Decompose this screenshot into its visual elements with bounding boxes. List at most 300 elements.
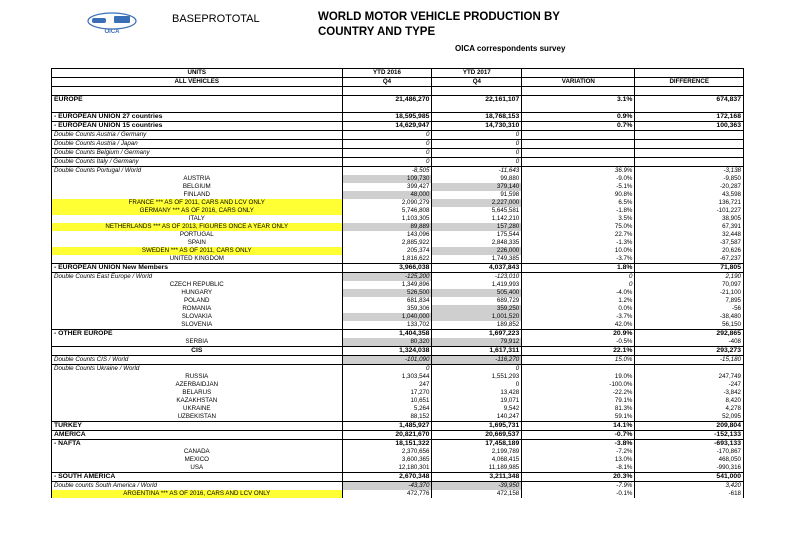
ytd2017-value: 18,768,153 <box>432 113 522 122</box>
table-row <box>52 356 744 365</box>
variation-value: 1.2% <box>522 297 635 305</box>
variation-value: -3.7% <box>522 313 635 321</box>
ytd2016-value: 21,486,270 <box>342 96 432 105</box>
row-label: Double Counts Portugal / World <box>52 167 343 176</box>
table-row <box>52 281 744 289</box>
ytd2016-value: 0 <box>342 365 432 374</box>
difference-value: 70,097 <box>635 281 744 289</box>
ytd2017-value: 157,280 <box>432 223 522 231</box>
variation-value: -4.0% <box>522 289 635 297</box>
ytd2017-value: 0 <box>432 381 522 389</box>
ytd2016-value: 0 <box>342 158 432 167</box>
variation-value: 3.1% <box>522 96 635 105</box>
ytd2016-value: 359,306 <box>342 305 432 313</box>
variation-value: 0.7% <box>522 122 635 131</box>
variation-value: 90.8% <box>522 191 635 199</box>
ytd2017-value: 0 <box>432 149 522 158</box>
table-row <box>52 338 744 347</box>
variation-value <box>522 104 635 113</box>
table-row <box>52 422 744 431</box>
variation-value: 0.0% <box>522 305 635 313</box>
table-row <box>52 104 744 113</box>
variation-value: -9.0% <box>522 175 635 183</box>
variation-value: 1.8% <box>522 264 635 273</box>
ytd2016-value: 17,270 <box>342 389 432 397</box>
variation-value: -7.2% <box>522 448 635 456</box>
ytd2016-value: -43,370 <box>342 482 432 491</box>
page-subtitle: OICA correspondents survey <box>455 44 566 53</box>
row-label: RUSSIA <box>52 373 343 381</box>
ytd2016-value: 1,816,622 <box>342 255 432 264</box>
row-label: - NAFTA <box>52 440 343 449</box>
ytd2017-value: 3,211,348 <box>432 473 522 482</box>
ytd2016-header: YTD 2016 <box>342 69 432 78</box>
variation-value: 0 <box>522 281 635 289</box>
table-row <box>52 247 744 255</box>
ytd2016-value: 10,651 <box>342 397 432 405</box>
row-label: GERMANY *** AS OF 2016, CARS ONLY <box>52 207 343 215</box>
difference-value: 674,837 <box>635 96 744 105</box>
difference-value: -101,227 <box>635 207 744 215</box>
variation-value: 36.9% <box>522 167 635 176</box>
ytd2016-value: 0 <box>342 149 432 158</box>
difference-value: -693,133 <box>635 440 744 449</box>
table-row <box>52 207 744 215</box>
variation-value: 13.0% <box>522 456 635 464</box>
oica-logo <box>82 12 142 34</box>
ytd2016-value: 89,889 <box>342 223 432 231</box>
row-label: Double Counts Belgium / Germany <box>52 149 343 158</box>
table-row <box>52 183 744 191</box>
difference-value: 136,721 <box>635 199 744 207</box>
ytd2016-value <box>342 104 432 113</box>
difference-value: 209,804 <box>635 422 744 431</box>
difference-value: -408 <box>635 338 744 347</box>
ytd2017-value: 472,158 <box>432 490 522 498</box>
variation-value: 22.7% <box>522 231 635 239</box>
table-row <box>52 431 744 440</box>
difference-value <box>635 158 744 167</box>
table-row <box>52 131 744 140</box>
difference-value: -67,237 <box>635 255 744 264</box>
ytd2016-value: -8,505 <box>342 167 432 176</box>
units-header: UNITS <box>52 69 343 78</box>
row-label: ARGENTINA *** AS OF 2016, CARS AND LCV ONLY <box>52 490 343 498</box>
ytd2017-value: 9,542 <box>432 405 522 413</box>
difference-value: 7,895 <box>635 297 744 305</box>
ytd2016-value: 18,151,322 <box>342 440 432 449</box>
ytd2017-value: 505,400 <box>432 289 522 297</box>
variation-value: -5.1% <box>522 183 635 191</box>
ytd2017-value: 2,227,000 <box>432 199 522 207</box>
difference-value: -56 <box>635 305 744 313</box>
q4-2016-header: Q4 <box>342 78 432 87</box>
row-label: Double Counts Austria / Japan <box>52 140 343 149</box>
difference-value: -21,100 <box>635 289 744 297</box>
row-label: SLOVAKIA <box>52 313 343 321</box>
ytd2017-header: YTD 2017 <box>432 69 522 78</box>
ytd2017-value: 1,001,520 <box>432 313 522 321</box>
ytd2016-value: 5,264 <box>342 405 432 413</box>
difference-value <box>635 149 744 158</box>
ytd2017-value: 79,912 <box>432 338 522 347</box>
variation-value: 42.0% <box>522 321 635 330</box>
ytd2017-value: 4,068,415 <box>432 456 522 464</box>
variation-value <box>522 149 635 158</box>
header-empty-cell <box>635 69 744 78</box>
difference-value: 100,363 <box>635 122 744 131</box>
difference-value: 20,626 <box>635 247 744 255</box>
table-row <box>52 413 744 422</box>
row-label: Double Counts CIS / World <box>52 356 343 365</box>
row-label: SERBIA <box>52 338 343 347</box>
row-label: MEXICO <box>52 456 343 464</box>
ytd2016-value: 143,096 <box>342 231 432 239</box>
ytd2016-value: 5,746,808 <box>342 207 432 215</box>
row-label: - EUROPEAN UNION New Members <box>52 264 343 273</box>
variation-value: -3.7% <box>522 255 635 264</box>
row-label: ROMANIA <box>52 305 343 313</box>
ytd2016-value: 1,103,305 <box>342 215 432 223</box>
table-row <box>52 113 744 122</box>
header-empty-cell <box>522 69 635 78</box>
row-label: Double counts South America / World <box>52 482 343 491</box>
ytd2016-value: 1,485,927 <box>342 422 432 431</box>
ytd2016-value: 1,349,896 <box>342 281 432 289</box>
ytd2017-value: 1,749,385 <box>432 255 522 264</box>
difference-value: -9,850 <box>635 175 744 183</box>
variation-value: 20.3% <box>522 473 635 482</box>
ytd2016-value: 18,595,985 <box>342 113 432 122</box>
table-row <box>52 140 744 149</box>
difference-value: 56,150 <box>635 321 744 330</box>
table-row <box>52 297 744 305</box>
row-label: CIS <box>52 347 343 356</box>
variation-value: 22.1% <box>522 347 635 356</box>
ytd2016-value: 1,324,038 <box>342 347 432 356</box>
difference-value: 2,190 <box>635 273 744 282</box>
variation-value: -0.5% <box>522 338 635 347</box>
difference-value: -20,287 <box>635 183 744 191</box>
table-row <box>52 223 744 231</box>
table-row <box>52 167 744 176</box>
difference-value: 38,905 <box>635 215 744 223</box>
row-label: SPAIN <box>52 239 343 247</box>
ytd2017-value: 2,848,335 <box>432 239 522 247</box>
ytd2016-value: 2,090,279 <box>342 199 432 207</box>
ytd2016-value: 48,000 <box>342 191 432 199</box>
ytd2016-value: 0 <box>342 131 432 140</box>
ytd2017-value: -39,950 <box>432 482 522 491</box>
header-row-2 <box>52 78 744 87</box>
ytd2017-value: 0 <box>432 131 522 140</box>
row-label: BELGIUM <box>52 183 343 191</box>
difference-value: 43,598 <box>635 191 744 199</box>
ytd2017-value: -116,270 <box>432 356 522 365</box>
difference-value: -247 <box>635 381 744 389</box>
difference-value: -152,133 <box>635 431 744 440</box>
ytd2017-value: 175,544 <box>432 231 522 239</box>
table-row <box>52 389 744 397</box>
difference-value: -618 <box>635 490 744 498</box>
variation-value: 14.1% <box>522 422 635 431</box>
ytd2016-value: 3,600,365 <box>342 456 432 464</box>
difference-value: 541,000 <box>635 473 744 482</box>
oica-logo-graphic <box>82 12 142 34</box>
ytd2016-value: 2,670,348 <box>342 473 432 482</box>
variation-value: 0 <box>522 273 635 282</box>
variation-value: 19.0% <box>522 373 635 381</box>
table-row <box>52 264 744 273</box>
table-row <box>52 397 744 405</box>
row-label: Double Counts Ukraine / World <box>52 365 343 374</box>
table-row <box>52 482 744 491</box>
table-row <box>52 273 744 282</box>
ytd2017-value: 689,729 <box>432 297 522 305</box>
difference-value: -3,138 <box>635 167 744 176</box>
ytd2017-value: 1,695,731 <box>432 422 522 431</box>
difference-value: 172,168 <box>635 113 744 122</box>
ytd2016-value: 526,500 <box>342 289 432 297</box>
variation-value <box>522 365 635 374</box>
ytd2016-value: 399,427 <box>342 183 432 191</box>
variation-value <box>522 158 635 167</box>
ytd2017-value: 22,161,107 <box>432 96 522 105</box>
ytd2017-value: 189,852 <box>432 321 522 330</box>
variation-header: VARIATION <box>522 78 635 87</box>
row-label: CANADA <box>52 448 343 456</box>
variation-value: 20.9% <box>522 330 635 339</box>
difference-value: 8,420 <box>635 397 744 405</box>
ytd2016-value: 88,152 <box>342 413 432 422</box>
ytd2016-value: -101,090 <box>342 356 432 365</box>
variation-value <box>522 131 635 140</box>
row-label: SWEDEN *** AS OF 2011, CARS ONLY <box>52 247 343 255</box>
difference-value: 468,050 <box>635 456 744 464</box>
variation-value: -3.8% <box>522 440 635 449</box>
difference-value: -990,316 <box>635 464 744 473</box>
all-vehicles-header: ALL VEHICLES <box>52 78 343 87</box>
row-label: FRANCE *** AS OF 2011, CARS AND LCV ONLY <box>52 199 343 207</box>
row-label: POLAND <box>52 297 343 305</box>
ytd2016-value: 80,320 <box>342 338 432 347</box>
table-row <box>52 456 744 464</box>
table-row <box>52 313 744 321</box>
table-row <box>52 490 744 498</box>
ytd2016-value: 1,303,544 <box>342 373 432 381</box>
truck-icon <box>114 16 130 23</box>
row-label: UNITED KINGDOM <box>52 255 343 264</box>
table-row <box>52 289 744 297</box>
row-label: KAZAKHSTAN <box>52 397 343 405</box>
variation-value: 0.9% <box>522 113 635 122</box>
difference-value <box>635 104 744 113</box>
table-row <box>52 440 744 449</box>
header-row-1 <box>52 69 744 78</box>
ytd2017-value: 5,645,581 <box>432 207 522 215</box>
ytd2017-value: 91,598 <box>432 191 522 199</box>
table-row <box>52 175 744 183</box>
variation-value: 10.0% <box>522 247 635 255</box>
ytd2016-value: 133,702 <box>342 321 432 330</box>
variation-value: 3.5% <box>522 215 635 223</box>
variation-value: -8.1% <box>522 464 635 473</box>
ytd2017-value: -123,010 <box>432 273 522 282</box>
ytd2016-value: 1,040,000 <box>342 313 432 321</box>
table-row <box>52 96 744 105</box>
table-row <box>52 231 744 239</box>
ytd2017-value: 0 <box>432 365 522 374</box>
ytd2016-value: 12,180,301 <box>342 464 432 473</box>
variation-value: -1.3% <box>522 239 635 247</box>
row-label: - OTHER EUROPE <box>52 330 343 339</box>
ytd2017-value: 2,199,789 <box>432 448 522 456</box>
ytd2017-value: 379,140 <box>432 183 522 191</box>
ytd2017-value: 140,247 <box>432 413 522 422</box>
row-label: SLOVENIA <box>52 321 343 330</box>
ytd2017-value: 17,458,189 <box>432 440 522 449</box>
difference-value: 3,420 <box>635 482 744 491</box>
difference-value: -15,180 <box>635 356 744 365</box>
difference-value: -37,587 <box>635 239 744 247</box>
row-label: BELARUS <box>52 389 343 397</box>
ytd2016-value: 109,730 <box>342 175 432 183</box>
variation-value: 15.0% <box>522 356 635 365</box>
row-label: NETHERLANDS *** AS OF 2013, FIGURES ONCE A YEAR ONLY <box>52 223 343 231</box>
row-label: FINLAND <box>52 191 343 199</box>
row-label: UZBEKISTAN <box>52 413 343 422</box>
ytd2017-value: 0 <box>432 158 522 167</box>
logo-text: OICA <box>104 29 120 34</box>
ytd2017-value: 14,730,310 <box>432 122 522 131</box>
table-row <box>52 305 744 313</box>
variation-value: 79.1% <box>522 397 635 405</box>
ytd2016-value: 1,404,358 <box>342 330 432 339</box>
ytd2017-value: 1,697,223 <box>432 330 522 339</box>
ytd2017-value: 13,428 <box>432 389 522 397</box>
row-label: UKRAINE <box>52 405 343 413</box>
ytd2017-value: 1,419,993 <box>432 281 522 289</box>
table-row <box>52 122 744 131</box>
table-row <box>52 405 744 413</box>
car-icon <box>92 18 106 23</box>
spacer-row <box>52 87 744 96</box>
table-row <box>52 149 744 158</box>
table-row <box>52 255 744 264</box>
difference-value: 71,805 <box>635 264 744 273</box>
table-row <box>52 381 744 389</box>
difference-value <box>635 131 744 140</box>
ytd2017-value: 1,142,210 <box>432 215 522 223</box>
variation-value: 75.0% <box>522 223 635 231</box>
difference-value: 4,278 <box>635 405 744 413</box>
difference-value: 292,865 <box>635 330 744 339</box>
variation-value: 6.5% <box>522 199 635 207</box>
ytd2017-value: 1,617,311 <box>432 347 522 356</box>
table-row <box>52 473 744 482</box>
table-row <box>52 158 744 167</box>
variation-value: -22.2% <box>522 389 635 397</box>
ytd2017-value: 11,189,985 <box>432 464 522 473</box>
table-row <box>52 239 744 247</box>
row-label: - EUROPEAN UNION 27 countries <box>52 113 343 122</box>
table-row <box>52 215 744 223</box>
row-label: - EUROPEAN UNION 15 countries <box>52 122 343 131</box>
difference-value <box>635 365 744 374</box>
ytd2016-value: 0 <box>342 140 432 149</box>
difference-value: 52,095 <box>635 413 744 422</box>
row-label: ITALY <box>52 215 343 223</box>
ytd2017-value: 20,669,537 <box>432 431 522 440</box>
difference-value: -170,867 <box>635 448 744 456</box>
table-row <box>52 330 744 339</box>
variation-value: -0.1% <box>522 490 635 498</box>
ytd2017-value: 359,250 <box>432 305 522 313</box>
row-label: AZERBAIDJAN <box>52 381 343 389</box>
row-label: AUSTRIA <box>52 175 343 183</box>
row-label: HUNGARY <box>52 289 343 297</box>
ytd2016-value: 14,629,947 <box>342 122 432 131</box>
ytd2017-value: 4,037,843 <box>432 264 522 273</box>
row-label: Double Counts Austria / Germany <box>52 131 343 140</box>
ytd2016-value: 205,374 <box>342 247 432 255</box>
variation-value: -1.8% <box>522 207 635 215</box>
ytd2016-value: 247 <box>342 381 432 389</box>
row-label <box>52 104 343 113</box>
ytd2016-value: 472,776 <box>342 490 432 498</box>
table-row <box>52 321 744 330</box>
table-row <box>52 347 744 356</box>
q4-2017-header: Q4 <box>432 78 522 87</box>
ytd2017-value: -11,643 <box>432 167 522 176</box>
ytd2016-value: 2,370,656 <box>342 448 432 456</box>
table-row <box>52 464 744 473</box>
row-label: AMERICA <box>52 431 343 440</box>
table-row <box>52 448 744 456</box>
row-label: Double Counts East Europe / World <box>52 273 343 282</box>
ytd2017-value: 19,071 <box>432 397 522 405</box>
difference-value: 293,273 <box>635 347 744 356</box>
row-label: EUROPE <box>52 96 343 105</box>
ytd2016-value: 2,885,922 <box>342 239 432 247</box>
difference-value: 247,749 <box>635 373 744 381</box>
difference-header: DIFFERENCE <box>635 78 744 87</box>
difference-value: 32,448 <box>635 231 744 239</box>
row-label: CZECH REPUBLIC <box>52 281 343 289</box>
ytd2017-value: 99,880 <box>432 175 522 183</box>
variation-value: -0.7% <box>522 431 635 440</box>
page-title: WORLD MOTOR VEHICLE PRODUCTION BY COUNTRY AND TYPE <box>318 11 560 38</box>
difference-value: -38,480 <box>635 313 744 321</box>
ytd2016-value: -125,200 <box>342 273 432 282</box>
difference-value <box>635 140 744 149</box>
ytd2016-value: 681,834 <box>342 297 432 305</box>
row-label: Double Counts Italy / Germany <box>52 158 343 167</box>
row-label: USA <box>52 464 343 473</box>
production-table <box>51 68 744 498</box>
table-row <box>52 365 744 374</box>
difference-value: -3,842 <box>635 389 744 397</box>
row-label: TURKEY <box>52 422 343 431</box>
variation-value: -100.0% <box>522 381 635 389</box>
variation-value <box>522 140 635 149</box>
ytd2017-value <box>432 104 522 113</box>
ytd2017-value: 0 <box>432 140 522 149</box>
variation-value: 59.1% <box>522 413 635 422</box>
table-row <box>52 191 744 199</box>
table-row <box>52 199 744 207</box>
row-label: PORTUGAL <box>52 231 343 239</box>
